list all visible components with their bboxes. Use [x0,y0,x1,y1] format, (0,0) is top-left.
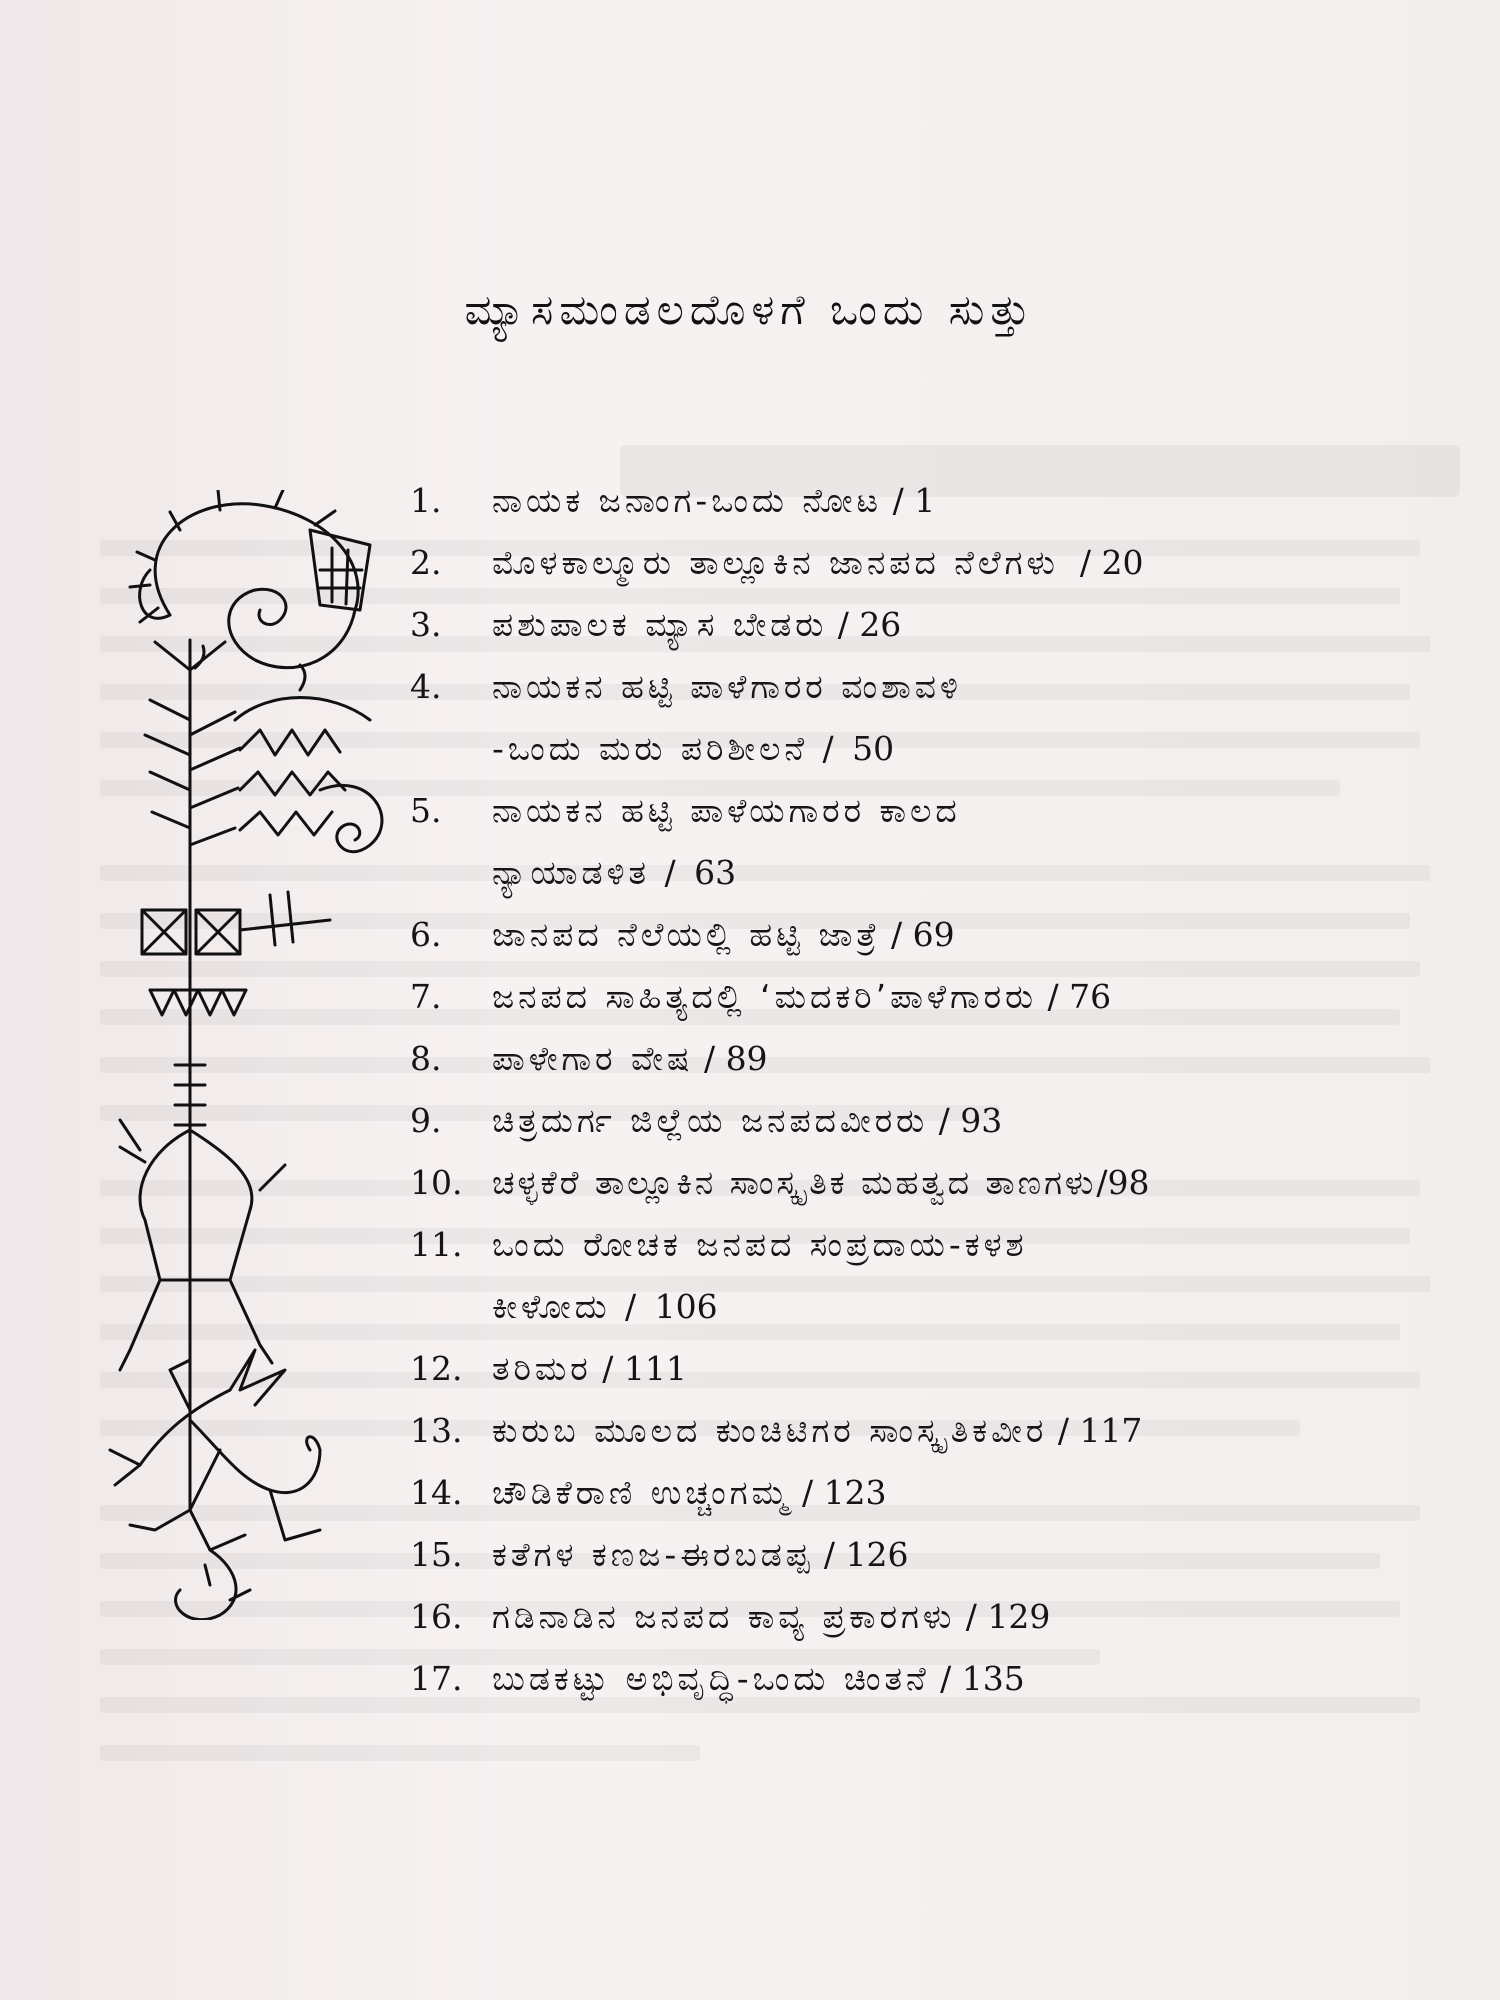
toc-page: 135 [961,1659,1025,1698]
toc-entry-11 [410,1214,1410,1276]
toc-page: 89 [725,1039,768,1078]
toc-entry-11-continued: ಕೀಳೋದು / 106 [492,1287,718,1326]
toc-title: ಚಳ್ಳಕೆರೆ ತಾಲ್ಲೂಕಿನ ಸಾಂಸ್ಕೃತಿಕ ಮಹತ್ವದ ತಾಣಗಳು [492,1163,1097,1202]
toc-page: 76 [1069,977,1112,1016]
toc-number: 2. [410,543,442,582]
toc-title: ಚಿತ್ರದುರ್ಗ ಜಿಲ್ಲೆಯ ಜನಪದವೀರರು [492,1101,929,1140]
toc-entry-12: 12. ತರಿಮರ / 111 [410,1338,1410,1400]
toc-number: 13. [410,1411,463,1450]
toc-page: 69 [912,915,955,954]
toc-number: 5. [410,791,442,830]
toc-entry-7: 7. ಜನಪದ ಸಾಹಿತ್ಯದಲ್ಲಿ ‘ಮದಕರಿ’ಪಾಳೆಗಾರರು / 76 [410,966,1410,1028]
toc-page: 63 [694,853,737,892]
toc-title: ಕುರುಬ ಮೂಲದ ಕುಂಚಿಟಿಗರ ಸಾಂಸ್ಕೃತಿಕವೀರ [492,1411,1048,1450]
toc-entry-15: 15. ಕತೆಗಳ ಕಣಜ-ಈರಬಡಪ್ಪ / 126 [410,1524,1410,1586]
toc-page: 123 [823,1473,887,1512]
toc-number: 8. [410,1039,442,1078]
toc-title: ಒಂದು ರೋಚಕ ಜನಪದ ಸಂಪ್ರದಾಯ-ಕಳಶ [492,1225,1028,1264]
toc-number: 16. [410,1597,463,1636]
toc-page: 93 [960,1101,1003,1140]
toc-number: 1. [410,481,442,520]
toc-number: 10. [410,1163,463,1202]
toc-entry-3: 3. ಪಶುಪಾಲಕ ಮ್ಯಾಸ ಬೇಡರು / 26 [410,594,1410,656]
toc-entry-10: 10. ಚಳ್ಳಕೆರೆ ತಾಲ್ಲೂಕಿನ ಸಾಂಸ್ಕೃತಿಕ ಮಹತ್ವದ ತಾಣಗಳು/98 [410,1152,1410,1214]
toc-number: 9. [410,1101,442,1140]
toc-page: 129 [987,1597,1051,1636]
toc-title: ನಾಯಕ ಜನಾಂಗ-ಒಂದು ನೋಟ [492,481,883,520]
toc-number: 7. [410,977,442,1016]
toc-title: ಚೌಡಿಕೆರಾಣಿ ಉಚ್ಚಂಗಮ್ಮ [492,1473,792,1512]
toc-number: 15. [410,1535,463,1574]
toc-entry-13: 13. ಕುರುಬ ಮೂಲದ ಕುಂಚಿಟಿಗರ ಸಾಂಸ್ಕೃತಿಕವೀರ / 117 [410,1400,1410,1462]
toc-number: 4. [410,667,442,706]
folk-art-figures-icon [70,490,400,1620]
toc-title: ಪಶುಪಾಲಕ ಮ್ಯಾಸ ಬೇಡರು [492,605,828,644]
toc-entry-16: 16. ಗಡಿನಾಡಿನ ಜನಪದ ಕಾವ್ಯ ಪ್ರಕಾರಗಳು / 129 [410,1586,1410,1648]
toc-entry-8: 8. ಪಾಳೇಗಾರ ವೇಷ / 89 [410,1028,1410,1090]
toc-title: ಕತೆಗಳ ಕಣಜ-ಈರಬಡಪ್ಪ [492,1535,814,1574]
toc-page: 20 [1101,543,1144,582]
toc-page: 1 [914,481,936,520]
toc-page: 106 [654,1287,718,1326]
page-title: ಮ್ಯಾಸಮಂಡಲದೊಳಗೆ ಒಂದು ಸುತ್ತು [464,285,1036,334]
toc-entry-1: 1. ನಾಯಕ ಜನಾಂಗ-ಒಂದು ನೋಟ / 1 [410,470,1410,532]
toc-number: 3. [410,605,442,644]
toc-number: 17. [410,1659,463,1698]
toc-page: 26 [859,605,902,644]
toc-title: ನಾಯಕನ ಹಟ್ಟಿ ಪಾಳೆಗಾರರ ವಂಶಾವಳಿ [492,667,962,706]
toc-title: ಜಾನಪದ ನೆಲೆಯಲ್ಲಿ ಹಟ್ಟಿ ಜಾತ್ರೆ [492,915,881,954]
toc-title: ಬುಡಕಟ್ಟು ಅಭಿವೃದ್ಧಿ-ಒಂದು ಚಿಂತನೆ [492,1659,930,1698]
toc-page: 98 [1107,1163,1150,1202]
toc-number: 6. [410,915,442,954]
toc-entry-4-continued: -ಒಂದು ಮರು ಪರಿಶೀಲನೆ / 50 [492,729,895,768]
table-of-contents [410,470,1410,1710]
toc-page: 126 [845,1535,909,1574]
toc-title: ತರಿಮರ [492,1349,592,1388]
toc-entry-5 [410,780,1410,842]
toc-title: ನಾಯಕನ ಹಟ್ಟಿ ಪಾಳೆಯಗಾರರ ಕಾಲದ [492,791,961,830]
toc-number: 14. [410,1473,463,1512]
toc-page: 117 [1079,1411,1143,1450]
toc-entry-9: 9. ಚಿತ್ರದುರ್ಗ ಜಿಲ್ಲೆಯ ಜನಪದವೀರರು / 93 [410,1090,1410,1152]
toc-title-continued: ನ್ಯಾಯಾಡಳಿತ [492,853,651,892]
toc-entry-4 [410,656,1410,718]
toc-page: 50 [852,729,895,768]
toc-page: 111 [623,1349,687,1388]
toc-title-continued: ಕೀಳೋದು [492,1287,611,1326]
toc-title: ಗಡಿನಾಡಿನ ಜನಪದ ಕಾವ್ಯ ಪ್ರಕಾರಗಳು [492,1597,956,1636]
toc-entry-14: 14. ಚೌಡಿಕೆರಾಣಿ ಉಚ್ಚಂಗಮ್ಮ / 123 [410,1462,1410,1524]
toc-entry-2: 2. ಮೊಳಕಾಲ್ಮೂರು ತಾಲ್ಲೂಕಿನ ಜಾನಪದ ನೆಲೆಗಳು / 20 [410,532,1410,594]
toc-entry-17: 17. ಬುಡಕಟ್ಟು ಅಭಿವೃದ್ಧಿ-ಒಂದು ಚಿಂತನೆ / 135 [410,1648,1410,1710]
toc-title: ಮೊಳಕಾಲ್ಮೂರು ತಾಲ್ಲೂಕಿನ ಜಾನಪದ ನೆಲೆಗಳು [492,543,1059,582]
toc-entry-5-continued: ನ್ಯಾಯಾಡಳಿತ / 63 [492,853,737,892]
toc-title: ಜನಪದ ಸಾಹಿತ್ಯದಲ್ಲಿ ‘ಮದಕರಿ’ಪಾಳೆಗಾರರು [492,977,1038,1016]
toc-number: 11. [410,1225,463,1264]
toc-entry-6: 6. ಜಾನಪದ ನೆಲೆಯಲ್ಲಿ ಹಟ್ಟಿ ಜಾತ್ರೆ / 69 [410,904,1410,966]
toc-title: ಪಾಳೇಗಾರ ವೇಷ [492,1039,694,1078]
toc-number: 12. [410,1349,463,1388]
toc-title-continued: -ಒಂದು ಮರು ಪರಿಶೀಲನೆ [492,729,809,768]
